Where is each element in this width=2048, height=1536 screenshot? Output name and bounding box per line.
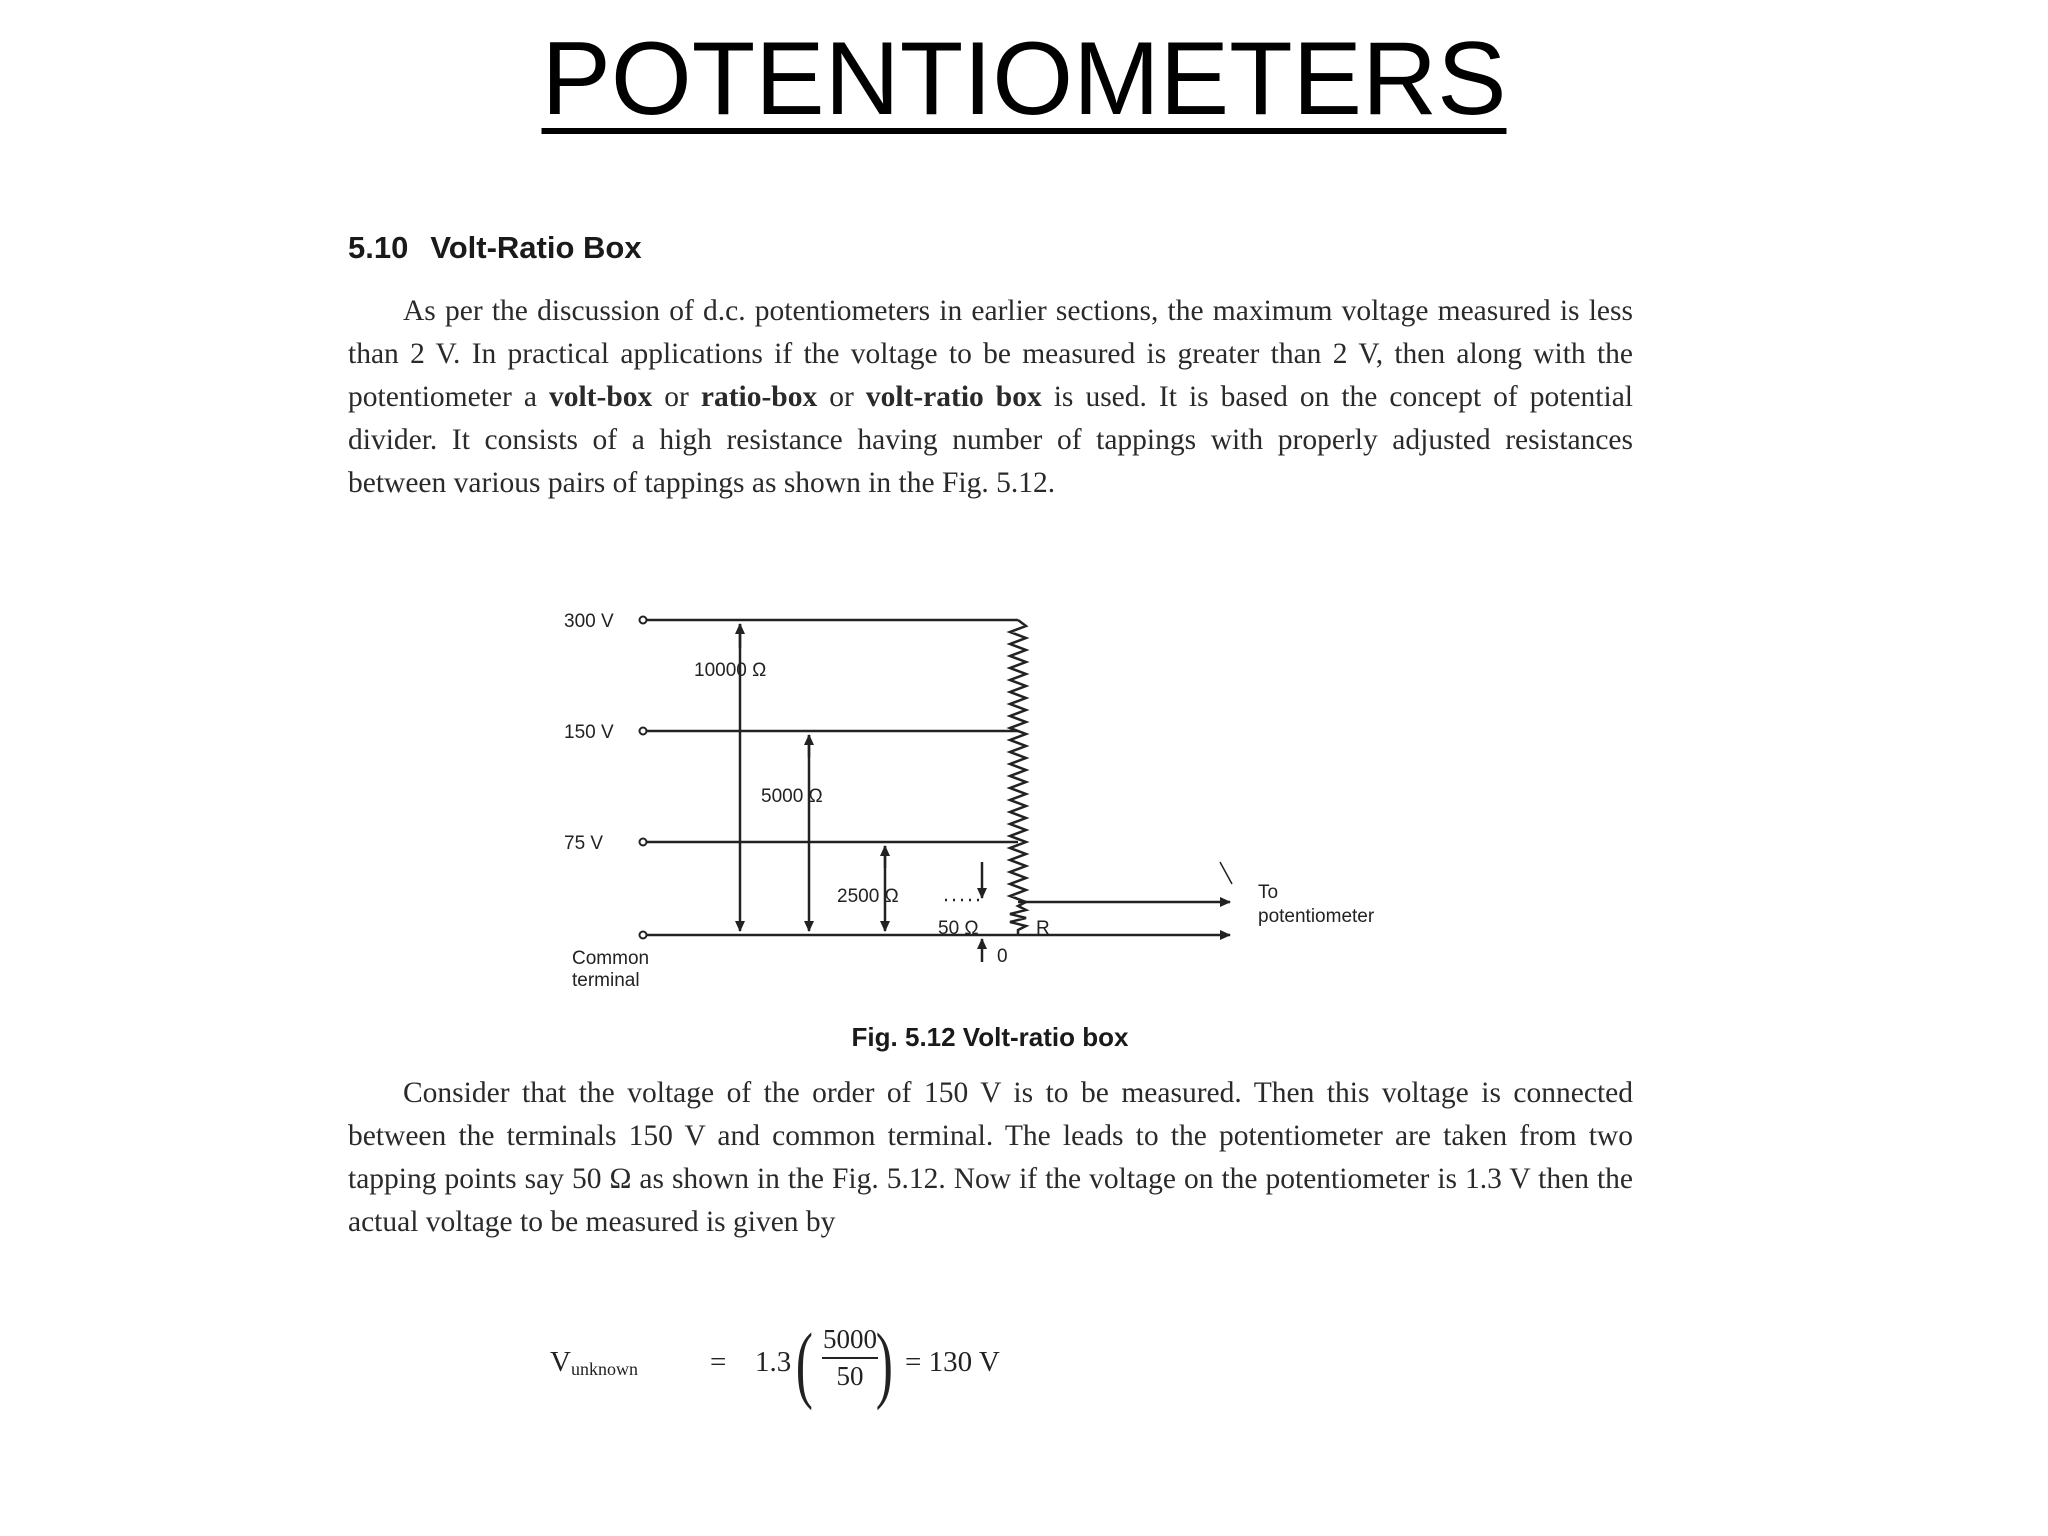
- label-150v: 150 V: [564, 722, 614, 743]
- formula-denominator: 50: [836, 1361, 864, 1391]
- terminal-150v: [640, 728, 647, 735]
- slide-title: [0, 20, 2048, 139]
- paragraph-intro: [348, 290, 1633, 505]
- formula-subscript: unknown: [570, 1359, 638, 1379]
- volt-ratio-box-circuit: [340, 572, 1640, 1012]
- paragraph-intro-text-4: is used. It is based on the concept of potential divider. It consists of a high resistance having number of tappings with properly adjusted resistances between various pairs of tappings as shown in the Fig. 5.12.: [348, 381, 1633, 499]
- label-zero: 0: [997, 946, 1008, 967]
- terminal-300v: [640, 617, 647, 624]
- terminal-common: [640, 932, 647, 939]
- label-75v: 75 V: [564, 833, 604, 854]
- paragraph-example: Consider that the voltage of the order of 150 V is to be measured. Then this voltage is connected between the terminals 150 V and common terminal. The leads to the potentiometer are taken from two tapping points say 50 Ω as shown in the Fig. 5.12. Now if the voltage on the potentiometer is 1.3 V then the actual voltage to be measured is given by: [348, 1077, 1633, 1238]
- formula-result: = 130 V: [905, 1346, 1000, 1378]
- label-potentiometer: potentiometer: [1258, 906, 1375, 927]
- scanned-page: [340, 222, 1640, 1422]
- section-title: Volt-Ratio Box: [430, 230, 642, 265]
- formula-numerator: 5000: [822, 1324, 878, 1359]
- paragraph-intro-text-3: or: [817, 381, 866, 413]
- formula-fraction: [822, 1324, 878, 1392]
- formula-v: V: [550, 1346, 571, 1378]
- formula-lhs: [550, 1346, 638, 1380]
- label-common: Common: [572, 948, 650, 969]
- term-volt-box: volt-box: [548, 381, 653, 413]
- label-300v: 300 V: [564, 611, 614, 632]
- section-heading: [348, 230, 642, 266]
- slide-title-text: POTENTIOMETERS: [541, 21, 1507, 137]
- label-10000-ohm: 10000 Ω: [694, 660, 767, 681]
- term-ratio-box: ratio-box: [700, 381, 818, 413]
- formula-coefficient: 1.3: [755, 1346, 792, 1378]
- paragraph-intro-text-1: As per the discussion of d.c. potentiometers in earlier sections, the maximum voltage measured is less than 2 V. In practical applications if the voltage to be measured is greater than 2 V, then along with the potentiometer a: [348, 295, 1633, 413]
- label-r: R: [1036, 918, 1050, 939]
- label-to: To: [1258, 882, 1279, 903]
- figure-caption: Fig. 5.12 Volt-ratio box: [851, 1022, 1129, 1052]
- term-volt-ratio-box: volt-ratio box: [865, 381, 1042, 413]
- terminal-75v: [640, 839, 647, 846]
- label-5000-ohm: 5000 Ω: [761, 786, 823, 807]
- label-2500-ohm: 2500 Ω: [837, 886, 899, 907]
- formula-right-paren: ): [875, 1315, 893, 1411]
- label-50-ohm: 50 Ω: [938, 918, 979, 939]
- formula-left-paren: (: [795, 1315, 813, 1411]
- section-number: 5.10: [348, 230, 409, 265]
- formula-equals: =: [710, 1346, 727, 1378]
- paragraph-intro-text-2: or: [652, 381, 701, 413]
- label-terminal: terminal: [572, 970, 640, 991]
